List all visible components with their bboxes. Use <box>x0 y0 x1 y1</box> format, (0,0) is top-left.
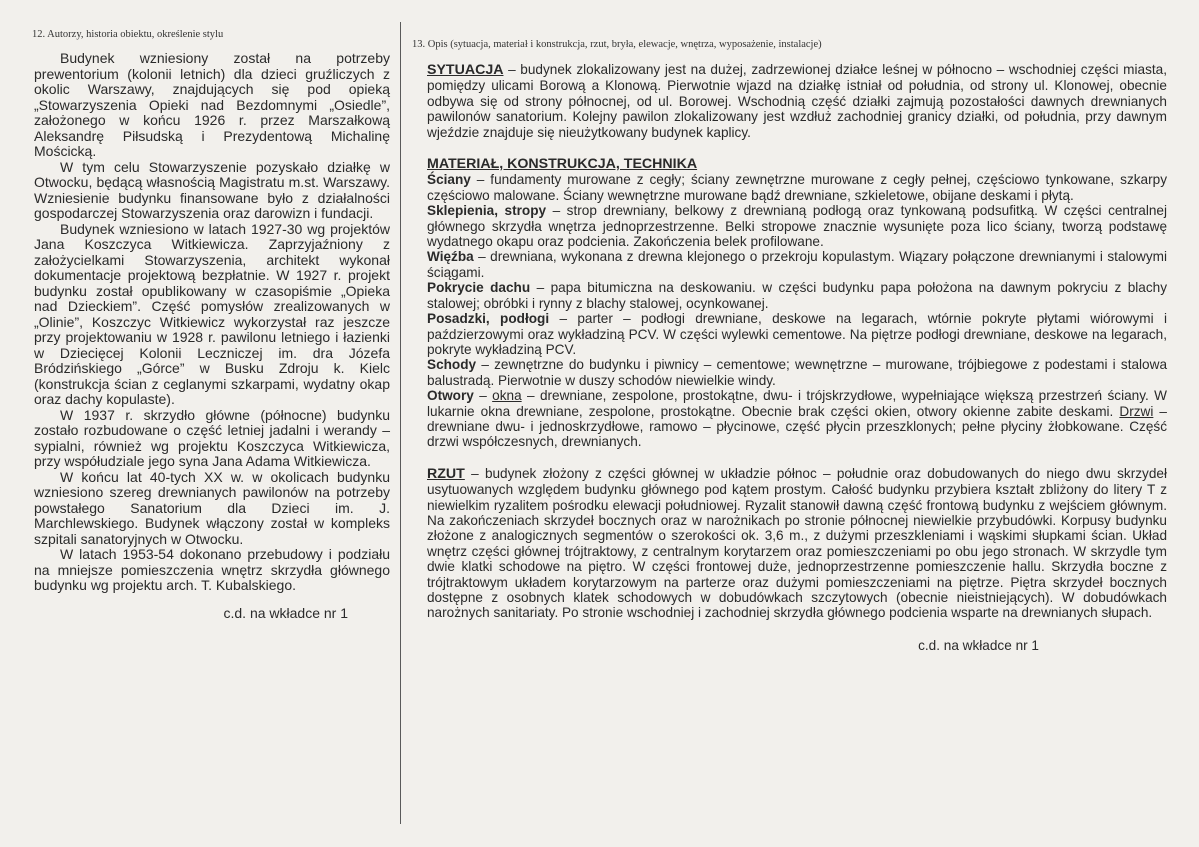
history-paragraph: W 1937 r. skrzydło główne (północne) budynku zostało rozbudowane o część letniej jadalni i werandy – sypialni, również wg projektu Koszczyca Witkiewicza, przy współudziale jego syna Jana Adama Witkiewicza. <box>34 406 390 469</box>
material-item <box>427 311 1167 357</box>
material-title: MATERIAŁ, KONSTRUKCJA, TECHNIKA <box>427 156 698 173</box>
history-paragraph: Budynek wzniesiono w latach 1927-30 wg projektów Jana Koszczyca Witkiewicza. Zaprzyjaźniony z założycielkami Stowarzyszenia, architekt wykonał dokumentacje projektową bezpłatnie. W 1927 r. projekt budynku został opublikowany w czasopiśmie „Opieka nad Dzieckiem”. Część pomysłów zrealizowanych w „Olinie”, Koszczyc Witkiewicz wykorzystał raz jeszcze przy projektowaniu w 1928 r. pawilonu letniego i łazienki w Dziecięcej Kolonii Leczniczej im. dra Józefa Bródzińskiego „Górce” w Busku Zdroju k. Kielc (konstrukcja ścian z ceglanymi szkarpami, wydatny okap oraz dachy kopulaste). <box>34 220 390 407</box>
material-term: Sklepienia, stropy <box>427 203 547 219</box>
material-item <box>427 357 1167 388</box>
okna-label: okna <box>492 388 522 404</box>
left-column-header: 12. Autorzy, historia obiektu, określenie stylu <box>32 29 224 40</box>
material-text: – strop drewniany, belkowy z drewnianą podłogą oraz tynkowaną podsufitką. W części centralnej głównego skrzydła wnętrza jednoprzestrzenne. Belki stropowe znacznie wysunięte poza lico ściany, tworzą podstawę wydatnego okapu oraz podcienia. Zakończenia belek profilowane. <box>427 203 1168 250</box>
drzwi-label: Drzwi <box>1119 403 1154 419</box>
material-term: Pokrycie dachu <box>427 280 531 296</box>
history-paragraph: W latach 1953-54 dokonano przebudowy i podziału na mniejsze pomieszczenia wnętrz skrzydła głównego budynku wg projektu arch. T. Kubalskiego. <box>34 546 390 593</box>
history-paragraph: W tym celu Stowarzyszenie pozyskało działkę w Otwocku, będącą własnością Magistratu m.st. Warszawy. Wzniesienie budynku finansowane było z działalności gospodarczej Stowarzyszenia oraz darowizn i fundacji. <box>34 158 390 221</box>
material-term: Schody <box>427 357 477 373</box>
material-item <box>427 280 1167 311</box>
rzut-section <box>427 466 1167 621</box>
right-column-header: 13. Opis (sytuacja, materiał i konstrukcja, rzut, bryła, elewacje, wnętrza, wyposażenie, instalacje) <box>412 39 822 50</box>
sytuacja-title: SYTUACJA <box>427 62 504 78</box>
continued-note: c.d. na wkładce nr 1 <box>918 637 1039 653</box>
material-text: – fundamenty murowane z cegły; ściany zewnętrzne murowane z cegły pełnej, częściowo tynkowane, szkarpy częściowo malowane. Ściany wewnętrzne murowane bądź drewniane, szkieletowe, obijane deskami i płytą. <box>427 172 1167 203</box>
sytuacja-text: – budynek zlokalizowany jest na dużej, zadrzewionej działce leśnej w północno – wschodniej części miasta, pomiędzy ulicami Borową a Klonową. Pierwotnie wjazd na działkę istniał od południa, od strony ul. Klonowej, obecnie odbywa się od strony północnej, od ul. Borowej. Wschodnią część działki zajmują pozostałości dawnych drewnianych pawilonów sanatorium. Kolejny pawilon zlokalizowany jest wzdłuż zachodniej granicy działki, od południa, przy dawnym wjeździe znajduje się nieużytkowany budynek kaplicy. <box>427 62 1167 140</box>
material-item <box>427 203 1167 249</box>
otwory-dash: – <box>473 388 493 404</box>
history-paragraph: Budynek wzniesiony został na potrzeby prewentorium (kolonii letnich) dla dzieci gruźliczych z okolic Warszawy, znajdujących się pod opieką „Stowarzyszenia Opieki nad Bezdomnymi „Osiedle”, założonego w końcu 1926 r. przez Marszałkową Aleksandrę Piłsudską i Prezydentową Michalinę Mościcką. <box>34 50 390 159</box>
material-item <box>427 249 1167 280</box>
otwory-term: Otwory <box>427 388 474 404</box>
material-text: – zewnętrzne do budynku i piwnicy – cementowe; wewnętrzne – murowane, trójbiegowe z podestami i stalowa balustradą. Pierwotnie w duszy schodów niewielkie windy. <box>427 357 1167 388</box>
history-paragraph: W końcu lat 40-tych XX w. w okolicach budynku wzniesiono szereg drewnianych pawilonów na potrzeby powstałego Sanatorium dla Dzieci im. J. Marchlewskiego. Budynek włączony został w kompleks szpitali sanatoryjnych w Otwocku. <box>34 468 390 547</box>
sytuacja-section <box>427 62 1167 140</box>
material-item <box>427 172 1167 203</box>
rzut-title: RZUT <box>427 465 465 482</box>
okna-text: – drewniane, zespolone, prostokątne, dwu- i trójskrzydłowe, wypełniające większą przestrzeń ściany. W lukarnie okna drewniane, zespolone, prostokątne. Obecnie brak części okien, otwory okienne zabite deskami. <box>427 388 1167 419</box>
rzut-text: – budynek złożony z części głównej w układzie północ – południe oraz dobudowanych do niego dwu skrzydeł usytuowanych względem budynku głównego pod kątem prostym. Całość budynku przybiera kształt zbliżony do litery T z niewielkim ryzalitem pośrodku elewacji południowej. Ryzalit stanowił dawną część frontową budynku z wejściem głównym. Na zakończeniach skrzydeł bocznych oraz w narożnikach po stronie północnej niewielkie przybudówki. Korpusy budynku złożone z analogicznych segmentów o szerokości ok. 3,6 m., z dużymi przeszkleniami i wąskimi słupkami ścian. Układ wnętrz części głównej trójtraktowy, z centralnym korytarzem oraz pomieszczeniami po obu jego stronach. W skrzydle tym dwie klatki schodowe na piętro. W części frontowej duże, jednoprzestrzenne pomieszczenie hallu. Skrzydła boczne z trójtraktowym układem korytarzowym na parterze oraz dużymi pomieszczeniami na piętrze. Piętra skrzydeł bocznych dostępne z osobnych klatek schodowych w dobudówkach szczytowych (obecnie nieistniejących). W dobudówkach narożnych sanitariaty. Po stronie wschodniej i zachodniej skrzydła głównego podcienia wsparte na drewnianych słupach. <box>427 465 1167 621</box>
material-section-title <box>427 156 1167 172</box>
drzwi-text: – drewniane dwu- i jednoskrzydłowe, ramowo – płycinowe, część płycin przeszklonych; pełne płyciny żłobkowane. Część drzwi współczesnych, drewnianych. <box>427 403 1167 450</box>
material-term: Więźba <box>427 249 474 265</box>
continued-note: c.d. na wkładce nr 1 <box>223 604 348 621</box>
material-text: – papa bitumiczna na deskowaniu. w części budynku papa położona na dawnym pokryciu z blachy stalowej; obróbki i rynny z blachy stalowej, ocynkowanej. <box>427 280 1167 311</box>
material-term: Ściany <box>427 172 471 188</box>
material-term: Posadzki, podłogi <box>427 311 550 327</box>
description-column <box>427 62 1167 653</box>
material-text: – parter – podłogi drewniane, deskowe na legarach, wtórnie pokryte płytami wiórowymi i paździerzowymi oraz wykładziną PCV. W części wylewki cementowe. Na piętrze podłogi drewniane, deskowe na legarach, pokryte wykładziną PCV. <box>427 311 1167 357</box>
column-divider <box>400 22 401 824</box>
material-text: – drewniana, wykonana z drewna klejonego o przekroju kopulastym. Wiązary połączone drewnianymi i stalowymi ściągami. <box>427 249 1167 280</box>
history-column <box>34 51 390 621</box>
material-item-otwory <box>427 388 1167 450</box>
